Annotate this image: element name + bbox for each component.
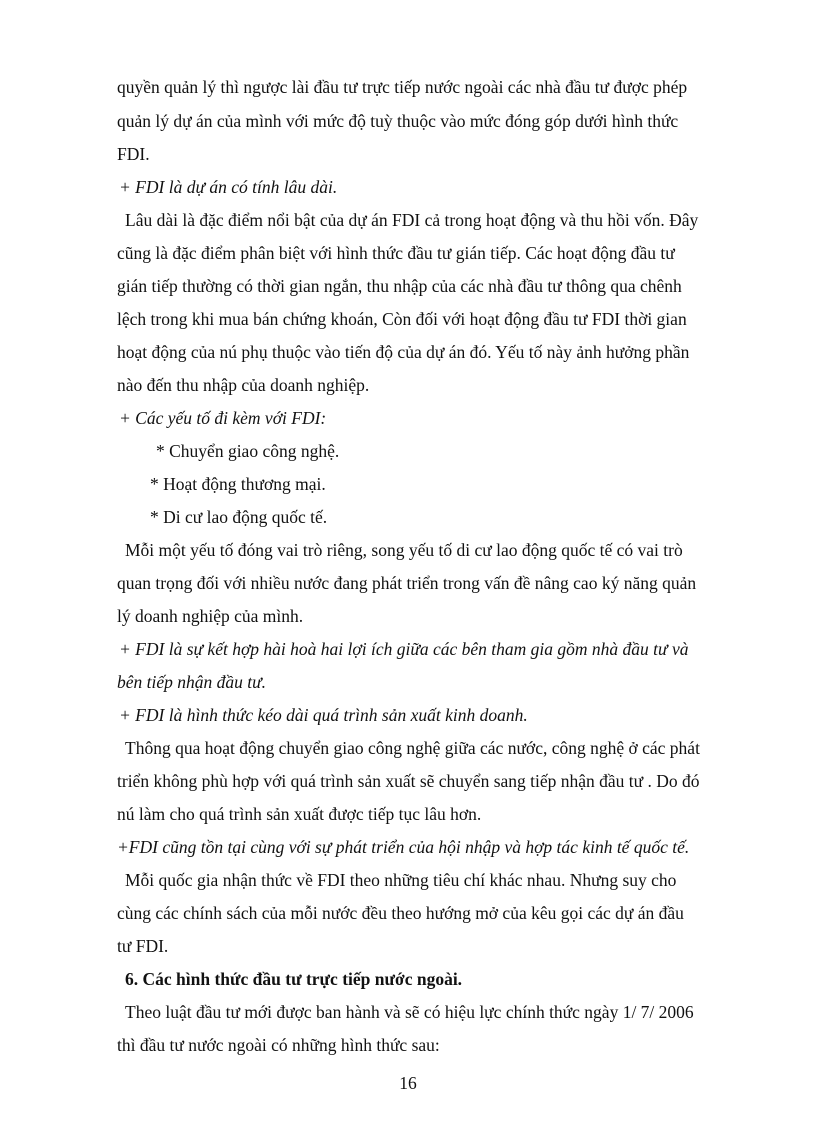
text-line: nào đến thu nhập của doanh nghiệp. — [117, 375, 370, 395]
section-heading: 6. Các hình thức đầu tư trực tiếp nước ngoài. — [125, 969, 463, 989]
text-line: + FDI là hình thức kéo dài quá trình sản xuất kinh doanh. — [119, 705, 528, 725]
text-line: +FDI cũng tồn tại cùng với sự phát triển của hội nhập và hợp tác kinh tế quốc tế. — [117, 837, 690, 857]
text-line: lệch trong khi mua bán chứng khoán, Còn đối với hoạt động đầu tư FDI thời gian — [117, 309, 687, 329]
text-line: quan trọng đối với nhiều nước đang phát triển trong vấn đề nâng cao ký năng quản — [117, 573, 697, 593]
text-line: gián tiếp thường có thời gian ngắn, thu nhập của các nhà đầu tư thông qua chênh — [117, 276, 682, 296]
text-line: tư FDI. — [117, 936, 169, 956]
text-line: Mỗi một yếu tố đóng vai trò riêng, song yếu tố di cư lao động quốc tế có vai trò — [125, 540, 683, 560]
text-line: quyền quản lý thì ngược lài đầu tư trực tiếp nước ngoài các nhà đầu tư được phép — [117, 77, 688, 97]
text-line: bên tiếp nhận đầu tư. — [117, 672, 267, 692]
text-line: * Hoạt động thương mại. — [150, 474, 326, 494]
text-line: * Di cư lao động quốc tế. — [150, 507, 328, 527]
text-line: * Chuyển giao công nghệ. — [156, 441, 340, 461]
text-line: Theo luật đầu tư mới được ban hành và sẽ có hiệu lực chính thức ngày 1/ 7/ 2006 — [125, 1002, 694, 1022]
text-line: quản lý dự án của mình với mức độ tuỳ thuộc vào mức đóng góp dưới hình thức — [117, 111, 679, 131]
text-line: nú làm cho quá trình sản xuất được tiếp tục lâu hơn. — [117, 804, 482, 824]
text-line: cùng các chính sách của mỗi nước đều theo hướng mở của kêu gọi các dự án đầu — [117, 903, 684, 923]
text-line: + FDI là dự án có tính lâu dài. — [119, 177, 338, 197]
text-line: + Các yếu tố đi kèm với FDI: — [119, 408, 327, 428]
text-line: + FDI là sự kết hợp hài hoà hai lợi ích giữa các bên tham gia gồm nhà đầu tư và — [119, 639, 689, 659]
text-line: triển không phù hợp với quá trình sản xuất sẽ chuyển sang tiếp nhận đầu tư . Do đó — [117, 771, 700, 791]
page-number: 16 — [399, 1073, 417, 1093]
text-line: lý doanh nghiệp của mình. — [117, 606, 304, 626]
text-line: thì đầu tư nước ngoài có những hình thức sau: — [117, 1035, 440, 1055]
text-line: Thông qua hoạt động chuyển giao công nghệ giữa các nước, công nghệ ở các phát — [125, 738, 700, 758]
text-line: Mỗi quốc gia nhận thức về FDI theo những tiêu chí khác nhau. Nhưng suy cho — [125, 870, 677, 890]
text-line: cũng là đặc điểm phân biệt với hình thức đầu tư gián tiếp. Các hoạt động đầu tư — [117, 243, 675, 263]
text-line: FDI. — [117, 144, 150, 164]
text-line: Lâu dài là đặc điểm nổi bật của dự án FDI cả trong hoạt động và thu hồi vốn. Đây — [125, 210, 699, 230]
text-line: hoạt động của nú phụ thuộc vào tiến độ của dự án đó. Yếu tố này ảnh hưởng phần — [117, 342, 690, 362]
